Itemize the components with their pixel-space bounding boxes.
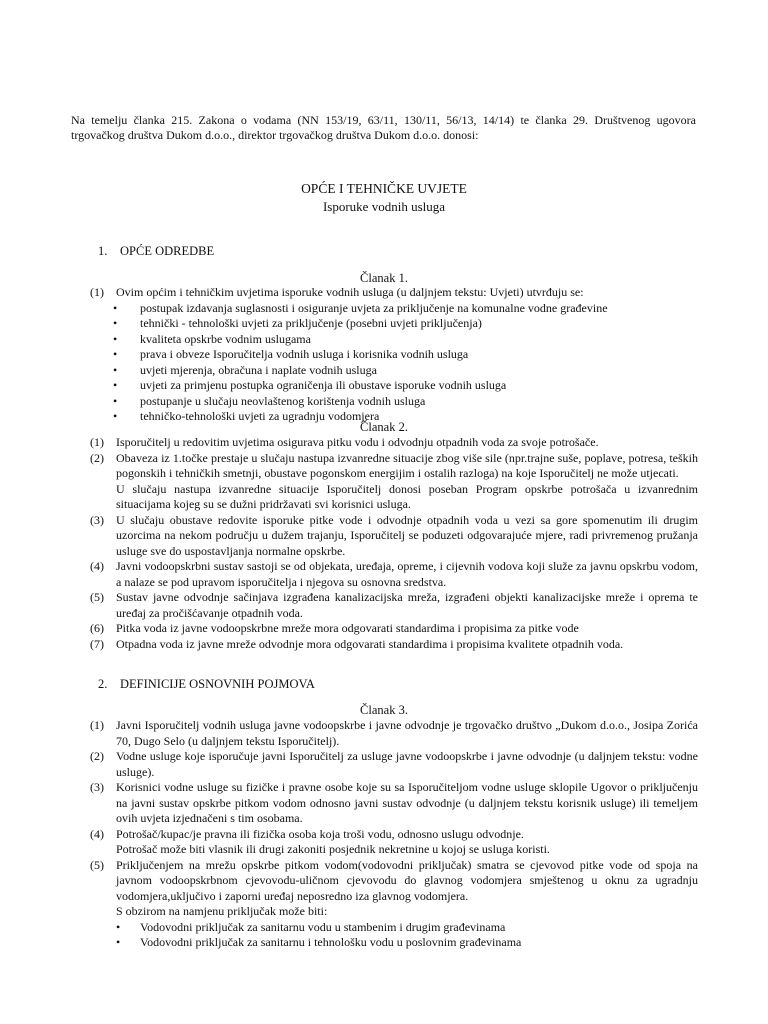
list-item-text: Vodovodni priključak za sanitarnu i tehnološku vodu u poslovnim građevinama <box>140 935 522 949</box>
paragraph-text: Ovim općim i tehničkim uvjetima isporuke vodnih usluga (u daljnjem tekstu: Uvjeti) utvrđuju se: <box>116 285 584 299</box>
paragraph <box>90 827 698 843</box>
list-item <box>90 394 698 410</box>
document-subtitle: Isporuke vodnih usluga <box>322 199 446 214</box>
list-item-text: uvjeti mjerenja, obračuna i naplate vodnih usluga <box>140 362 377 377</box>
list-item-text: tehnički - tehnološki uvjeti za priključenje (posebni uvjeti priključenja) <box>140 316 482 330</box>
list-item <box>90 347 698 363</box>
bullet-icon: • <box>113 378 118 392</box>
bullet-icon: • <box>113 347 118 361</box>
section-heading-2 <box>98 677 315 692</box>
bullet-icon: • <box>116 919 121 934</box>
paragraph-number: (1) <box>90 718 104 732</box>
paragraph <box>90 718 698 749</box>
paragraph <box>90 285 698 301</box>
list-item-text: tehničko-tehnološki uvjeti za ugradnju vodomjera <box>140 409 380 423</box>
article-2-heading: Članak 2. <box>360 420 408 434</box>
paragraph <box>90 780 698 827</box>
list-item-text: postupak izdavanja suglasnosti i osiguranje uvjeta za priključenje na komunalne vodne građevine <box>140 300 608 315</box>
list-item-text: prava i obveze Isporučitelja vodnih usluga i korisnika vodnih usluga <box>140 347 469 361</box>
paragraph-number: (2) <box>90 450 104 465</box>
paragraph <box>90 559 698 590</box>
paragraph-text: Priključenjem na mrežu opskrbe pitkom vodom(vodovodni priključak) smatra se cjevovod pitke vode od spoja na javnom vodoopskrbnom cjevovodu-uličnom cjevovodu do glavnog vodomjera smještenog u oknu za ugradnju vodomjera,uključivo i zaporni uređaj neposredno iza glavnog vodomjera. <box>116 857 698 903</box>
list-item <box>90 301 698 317</box>
paragraph-continuation: S obzirom na namjenu priključak može biti: <box>116 904 328 918</box>
list-item <box>90 920 698 936</box>
paragraph-text: Vodne usluge koje isporučuje javni Isporučitelj za usluge javne vodoopskrbe i javne odvodnje (u daljnjem tekstu: vodne usluge). <box>116 749 698 779</box>
paragraph-number: (4) <box>90 826 104 841</box>
paragraph-number: (7) <box>90 636 104 651</box>
paragraph-text: Potrošač/kupac/je pravna ili fizička osoba koja troši vodu, odnosno uslugu odvodnje. <box>116 826 524 841</box>
paragraph-text: Javni Isporučitelj vodnih usluga javne vodoopskrbe i javne odvodnje je trgovačko društvo „Dukom d.o.o., Josipa Zorića 70, Dugo Selo (u daljnjem tekstu Isporučitelj). <box>116 718 698 748</box>
list-item <box>90 316 698 332</box>
paragraph-number: (3) <box>90 780 104 794</box>
section-label: DEFINICIJE OSNOVNIH POJMOVA <box>120 677 315 691</box>
paragraph <box>90 590 698 621</box>
paragraph <box>90 513 698 560</box>
bullet-icon: • <box>113 316 118 330</box>
list-item-text: postupanje u slučaju neovlaštenog korištenja vodnih usluga <box>140 393 426 408</box>
bullet-icon: • <box>113 409 118 423</box>
list-item <box>90 935 698 951</box>
paragraph-number: (2) <box>90 749 104 763</box>
paragraph-number: (5) <box>90 857 104 872</box>
paragraph <box>90 621 698 637</box>
article-3-heading: Članak 3. <box>360 703 408 717</box>
paragraph <box>90 435 698 451</box>
section-number: 2. <box>98 677 108 691</box>
paragraph-text: Obaveza iz 1.točke prestaje u slučaju nastupa izvanredne situacije zbog više sile (npr.trajne suše, poplave, potresa, teških pogonskih i tehničkih smetnji, obustave pogonskom energijim i ostalih razloga) na koje Isporučitelj ne može utjecati. <box>116 450 698 480</box>
bullet-icon: • <box>113 300 118 315</box>
paragraph <box>90 749 698 780</box>
bullet-icon: • <box>113 362 118 377</box>
intro-paragraph: Na temelju članka 215. Zakona o vodama (NN 153/19, 63/11, 130/11, 56/13, 14/14) te članka 29. Društvenog ugovora trgovačkog društva Dukom d.o.o., direktor trgovačkog društva Dukom d.o.o. donosi: <box>71 113 696 142</box>
section-label: OPĆE ODREDBE <box>120 244 215 258</box>
section-heading-1 <box>98 244 214 259</box>
article-3-body <box>90 718 698 951</box>
bullet-icon: • <box>113 331 118 346</box>
paragraph-number: (4) <box>90 559 104 573</box>
paragraph-number: (1) <box>90 435 104 449</box>
section-number: 1. <box>98 244 108 258</box>
document-title: OPĆE I TEHNIČKE UVJETE <box>301 181 467 196</box>
list-item <box>90 378 698 394</box>
article-1-heading: Članak 1. <box>360 271 408 285</box>
paragraph <box>90 637 698 653</box>
paragraph-text: Korisnici vodne usluge su fizičke i pravne osobe koje su sa Isporučiteljom vodne usluge sklopile Ugovor o priključenju na javni sustav opskrbe pitkom vodom odnosno javni sustav odvodnje (u daljnjem tekstu korisnik usluge) ili temeljem ovih uvjeta izjednačeni s tim osobama. <box>116 780 698 825</box>
list-item <box>90 363 698 379</box>
bullet-icon: • <box>113 393 118 408</box>
paragraph-text: Pitka voda iz javne vodoopskrbne mreže mora odgovarati standardima i propisima za pitke vode <box>116 621 579 635</box>
paragraph-text: Sustav javne odvodnje sačinjava izgrađena kanalizacijska mreža, izgrađeni objekti kanalizacijske mreže i oprema te uređaj za pročišćavanje otpadnih voda. <box>116 590 698 620</box>
list-item-text: kvaliteta opskrbe vodnim uslugama <box>140 331 311 346</box>
article-2-body <box>90 435 698 652</box>
paragraph-text: Otpadna voda iz javne mreže odvodnje mora odgovarati standardima i propisima kvalitete otpadnih voda. <box>116 636 624 651</box>
list-item-text: uvjeti za primjenu postupka ograničenja ili obustave isporuke vodnih usluga <box>140 378 507 392</box>
paragraph-continuation: U slučaju nastupa izvanredne situacije Isporučitelj donosi poseban Program opskrbe potrošača u izvanrednim situacijama kojeg su se dužni pridržavati svi korisnici usluga. <box>116 481 698 511</box>
paragraph-text: Javni vodoopskrbni sustav sastoji se od objekata, uređaja, opreme, i cijevnih vodova koji služe za javnu opskrbu vodom, a nalaze se pod upravom isporučitelja i njegova su osnovna sredstva. <box>116 559 698 589</box>
bullet-icon: • <box>116 935 121 949</box>
paragraph-text: Isporučitelj u redovitim uvjetima osigurava pitku vodu i odvodnju otpadnih voda za svoje potrošače. <box>116 435 599 449</box>
list-item-text: Vodovodni priključak za sanitarnu vodu u stambenim i drugim građevinama <box>140 919 506 934</box>
paragraph-number: (5) <box>90 590 104 604</box>
paragraph <box>90 858 698 905</box>
paragraph-continuation: Potrošač može biti vlasnik ili drugi zakoniti posjednik nekretnine u kojoj se usluga koristi. <box>116 842 550 856</box>
paragraph-number: (1) <box>90 285 104 299</box>
article-1-body <box>90 285 698 425</box>
list-item <box>90 332 698 348</box>
paragraph-number: (3) <box>90 512 104 527</box>
paragraph <box>90 451 698 482</box>
paragraph-text: U slučaju obustave redovite isporuke pitke vode i odvodnje otpadnih voda u vezi sa gore spomenutim ili drugim uzorcima na nekom području u dužem trajanju, Isporučitelj se poduzeti odgovarajuće mjere, radi privremenog pružanja usluge sve do uspostavljanja normalne opskrbe. <box>116 512 698 558</box>
paragraph-number: (6) <box>90 621 104 635</box>
